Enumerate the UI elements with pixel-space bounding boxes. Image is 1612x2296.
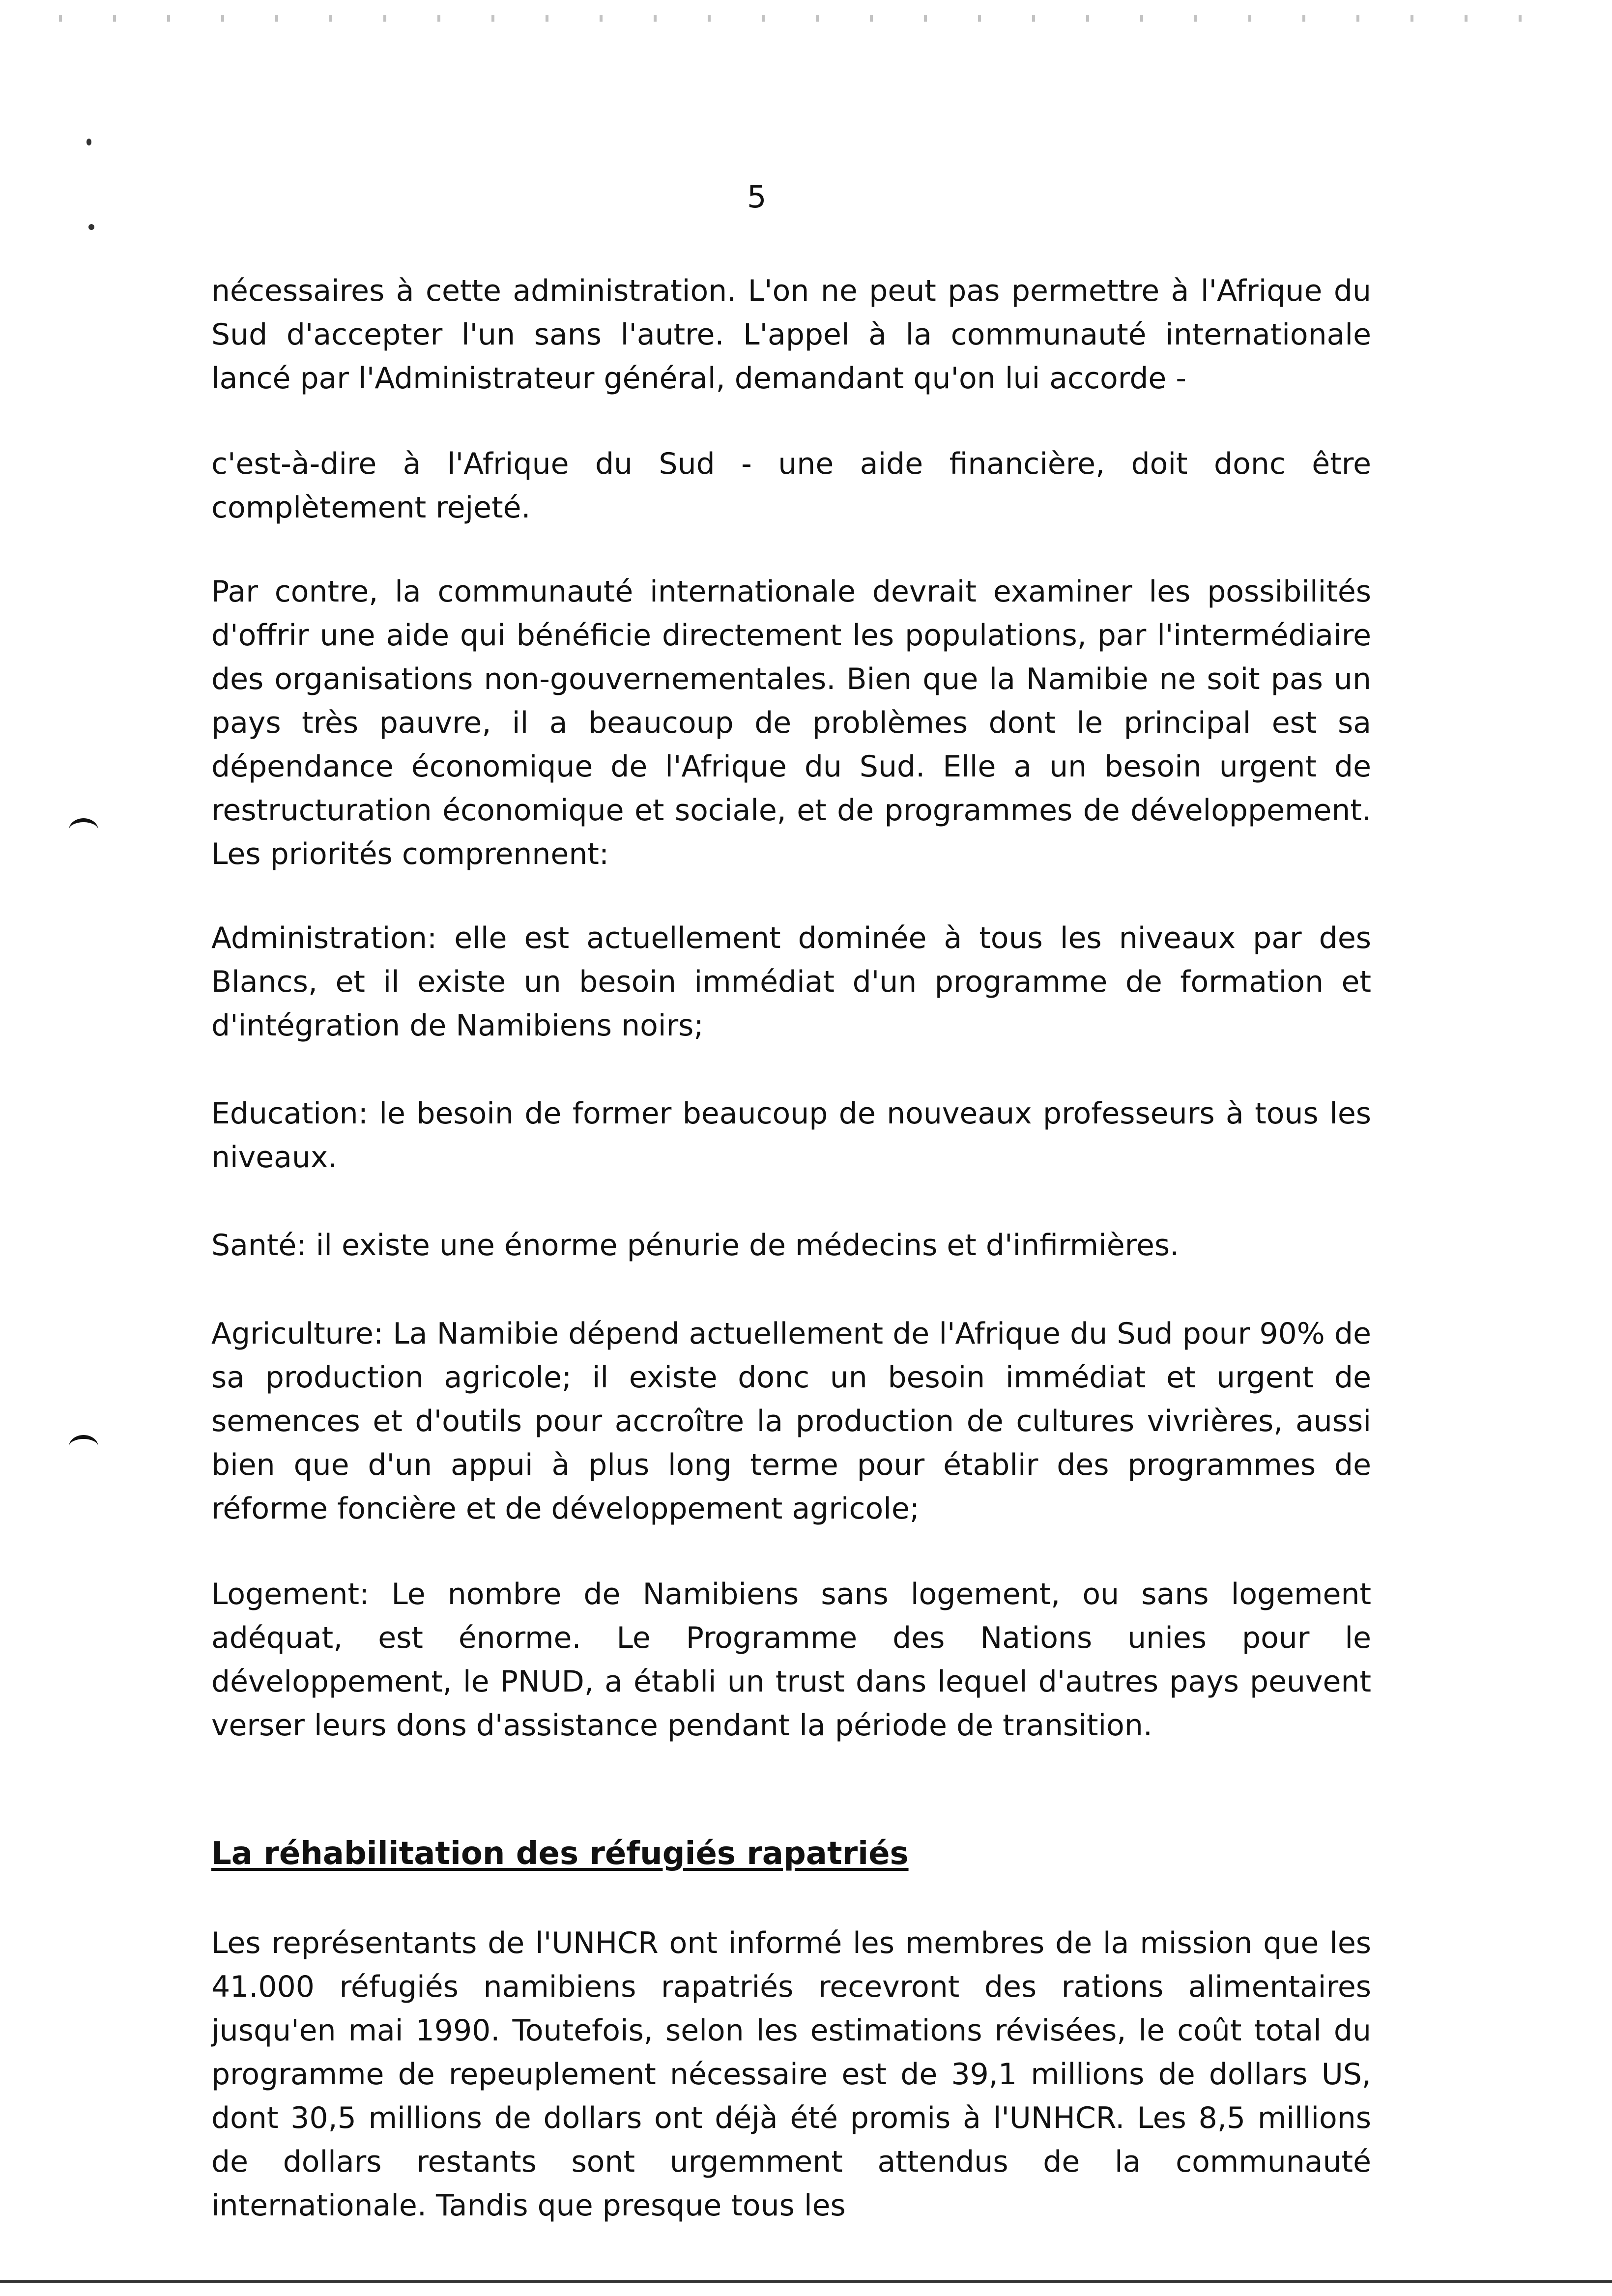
paragraph-2: c'est-à-dire à l'Afrique du Sud - une aide financière, doit donc être complètement rejeté. xyxy=(211,447,1371,525)
scan-speck xyxy=(86,139,91,145)
paragraph-agriculture: Agriculture: La Namibie dépend actuellement de l'Afrique du Sud pour 90% de sa production agricole; il existe donc un besoin immédiat et urgent de semences et d'outils pour accroître la production de cultures vivrières, aussi bien que d'un appui à plus long terme pour établir des programmes de réforme foncière et de développement agricole; xyxy=(211,1317,1371,1526)
scan-noise-top xyxy=(39,15,1573,22)
section-paragraph: Les représentants de l'UNHCR ont informé les membres de la mission que les 41.000 réfugiés namibiens rapatriés recevront des rations alimentaires jusqu'en mai 1990. Toutefois, selon les estimations révisées, le coût total du programme de repeuplement nécessaire est de 39,1 millions de dollars US, dont 30,5 millions de dollars ont déjà été promis à l'UNHCR. Les 8,5 millions de dollars restants sont urgemment attendus de la communauté internationale. Tandis que presque tous les xyxy=(211,1926,1371,2223)
section-heading: La réhabilitation des réfugiés rapatriés xyxy=(211,1836,909,1872)
paragraph-administration: Administration: elle est actuellement dominée à tous les niveaux par des Blancs, et il existe un besoin immédiat d'un programme de formation et d'intégration de Namibiens noirs; xyxy=(211,921,1371,1043)
bottom-rule xyxy=(0,2280,1612,2283)
paragraph-3: Par contre, la communauté internationale devrait examiner les possibilités d'offrir une aide qui bénéficie directement les populations, par l'intermédiaire des organisations non-gouvernementales. Bien que la Namibie ne soit pas un pays très pauvre, il a beaucoup de problèmes dont le principal est sa dépendance économique de l'Afrique du Sud. Elle a un besoin urgent de restructuration économique et sociale, et de programmes de développement. Les priorités comprennent: xyxy=(211,574,1371,871)
paragraph-logement: Logement: Le nombre de Namibiens sans logement, ou sans logement adéquat, est énorme. Le Programme des Nations unies pour le développement, le PNUD, a établi un trust dans lequel d'autres pays peuvent verser leurs dons d'assistance pendant la période de transition. xyxy=(211,1577,1371,1743)
scan-speck xyxy=(88,224,94,230)
paragraph-sante: Santé: il existe une énorme pénurie de médecins et d'infirmières. xyxy=(211,1228,1180,1263)
page-number: 5 xyxy=(747,179,767,215)
margin-mark xyxy=(69,818,98,842)
margin-mark xyxy=(69,1435,98,1459)
paragraph-education: Education: le besoin de former beaucoup de nouveaux professeurs à tous les niveaux. xyxy=(211,1096,1371,1175)
paragraph-1: nécessaires à cette administration. L'on ne peut pas permettre à l'Afrique du Sud d'accepter l'un sans l'autre. L'appel à la communauté internationale lancé par l'Administrateur général, demandant qu'on lui accorde - xyxy=(211,274,1371,396)
